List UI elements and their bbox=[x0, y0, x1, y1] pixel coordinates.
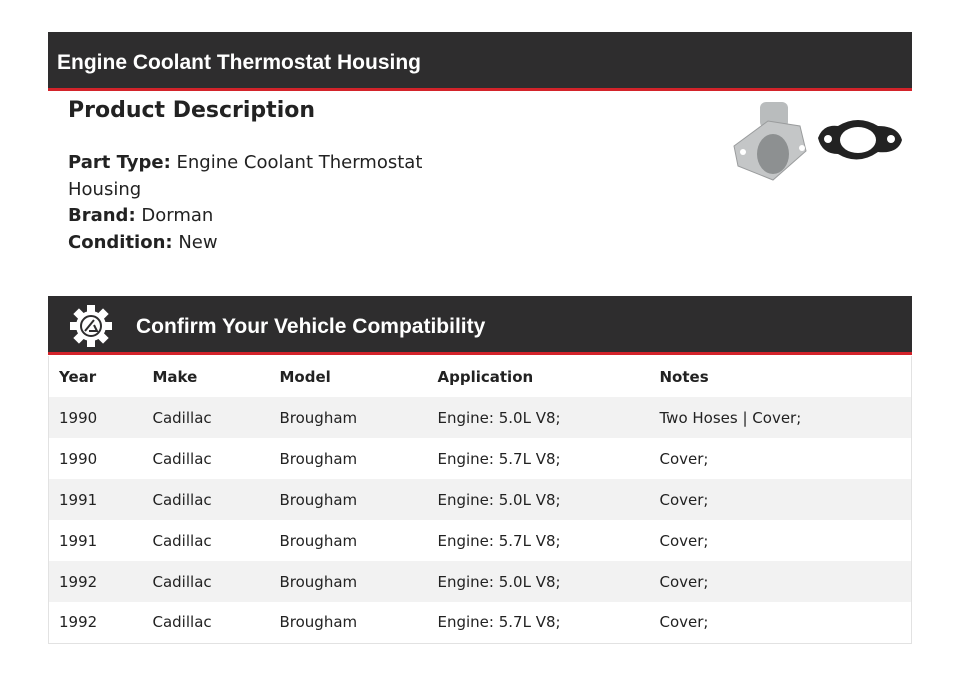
product-title: Engine Coolant Thermostat Housing bbox=[57, 51, 422, 74]
table-row bbox=[49, 561, 912, 602]
column-header-make: Make bbox=[152, 367, 198, 386]
cell-model: Brougham bbox=[279, 531, 358, 550]
cell-application: Engine: 5.7L V8; bbox=[437, 531, 561, 550]
compatibility-title: Confirm Your Vehicle Compatibility bbox=[136, 315, 486, 338]
cell-year: 1992 bbox=[59, 613, 98, 632]
cell-year: 1991 bbox=[59, 531, 98, 550]
cell-make: Cadillac bbox=[152, 408, 212, 427]
cell-notes: Cover; bbox=[659, 613, 709, 632]
cell-application: Engine: 5.7L V8; bbox=[437, 449, 561, 468]
cell-year: 1991 bbox=[59, 490, 98, 509]
column-header-model: Model bbox=[279, 367, 331, 386]
cell-year: 1992 bbox=[59, 572, 98, 591]
cell-year: 1990 bbox=[59, 449, 98, 468]
cell-model: Brougham bbox=[279, 449, 358, 468]
table-row bbox=[49, 397, 912, 438]
table-row bbox=[49, 479, 912, 520]
cell-year: 1990 bbox=[59, 408, 98, 427]
condition-value: New bbox=[178, 231, 218, 253]
cell-model: Brougham bbox=[279, 490, 358, 509]
product-title-bar bbox=[48, 32, 912, 91]
column-header-notes: Notes bbox=[659, 367, 709, 386]
table-row bbox=[49, 520, 912, 561]
cell-application: Engine: 5.0L V8; bbox=[437, 490, 561, 509]
product-image bbox=[728, 96, 908, 186]
cell-notes: Two Hoses | Cover; bbox=[659, 408, 802, 427]
cell-make: Cadillac bbox=[152, 572, 212, 591]
condition-label: Condition: bbox=[68, 231, 173, 253]
part-type-value: Engine Coolant Thermostat Housing bbox=[68, 152, 423, 200]
compatibility-bar bbox=[48, 296, 912, 355]
cell-notes: Cover; bbox=[659, 572, 709, 591]
table-row bbox=[49, 438, 912, 479]
cell-notes: Cover; bbox=[659, 449, 709, 468]
column-header-year: Year bbox=[59, 367, 97, 386]
cell-application: Engine: 5.7L V8; bbox=[437, 613, 561, 632]
cell-make: Cadillac bbox=[152, 490, 212, 509]
part-type-label: Part Type: bbox=[68, 152, 171, 173]
cell-make: Cadillac bbox=[152, 449, 212, 468]
column-header-application: Application bbox=[437, 367, 534, 386]
cell-application: Engine: 5.0L V8; bbox=[437, 572, 561, 591]
product-details bbox=[68, 150, 428, 256]
cell-notes: Cover; bbox=[659, 490, 709, 509]
table-header-row bbox=[49, 356, 912, 397]
cell-model: Brougham bbox=[279, 613, 358, 632]
brand-label: Brand: bbox=[68, 205, 136, 226]
cell-model: Brougham bbox=[279, 572, 358, 591]
cell-make: Cadillac bbox=[152, 613, 212, 632]
cell-make: Cadillac bbox=[152, 531, 212, 550]
cell-notes: Cover; bbox=[659, 531, 709, 550]
gear-icon bbox=[70, 305, 112, 347]
compatibility-table bbox=[48, 356, 912, 644]
cell-application: Engine: 5.0L V8; bbox=[437, 408, 561, 427]
cell-model: Brougham bbox=[279, 408, 358, 427]
table-row bbox=[49, 602, 912, 643]
brand-value: Dorman bbox=[141, 205, 214, 226]
product-description-heading: Product Description bbox=[68, 98, 316, 123]
